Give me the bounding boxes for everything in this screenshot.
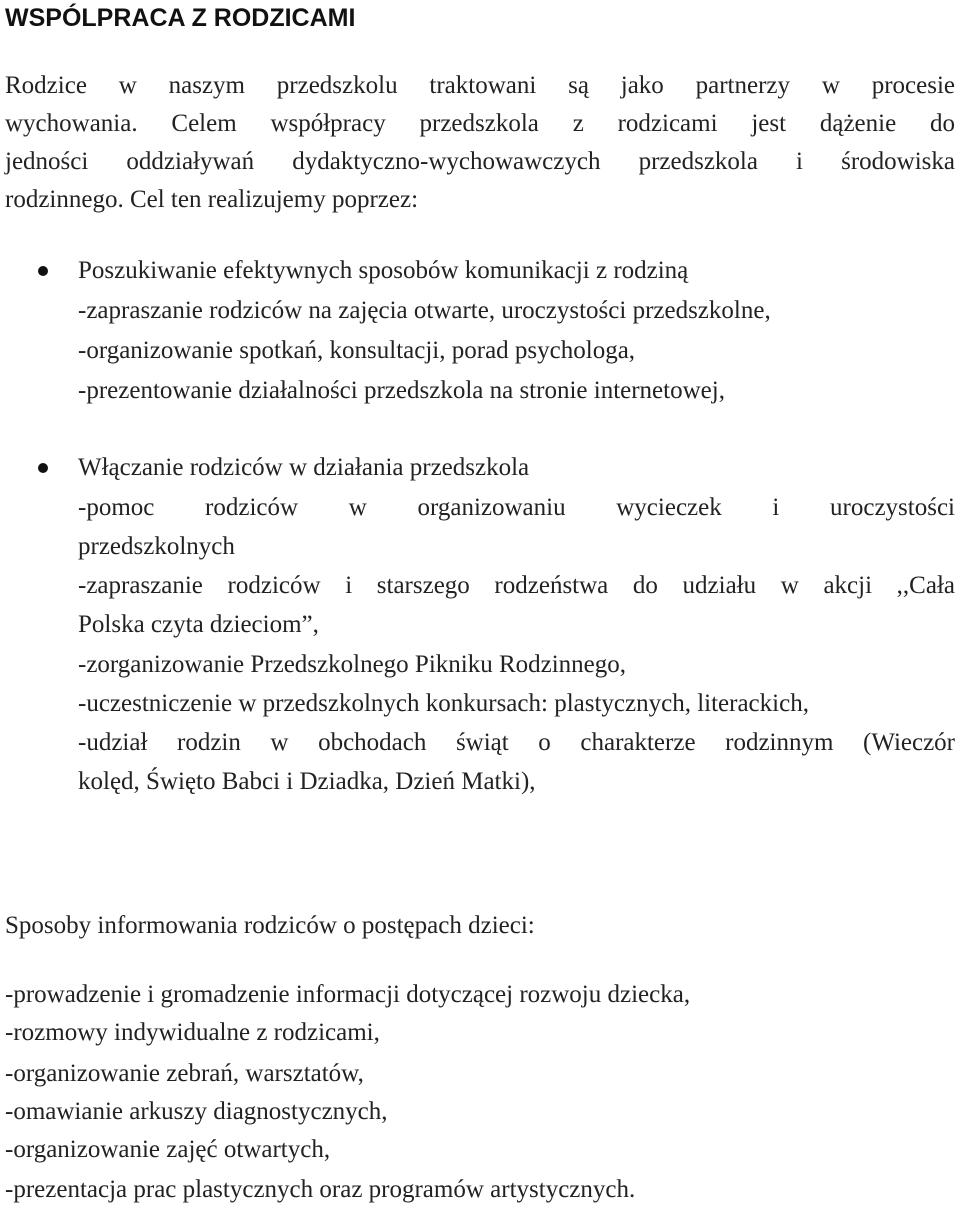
bullet2-line-6: -uczestniczenie w przedszkolnych konkursach: plastycznych, literackich,: [78, 690, 809, 717]
bullet1-item-1: -zapraszanie rodziców na zajęcia otwarte, uroczystości przedszkolne,: [78, 297, 771, 324]
section2-item-3: -organizowanie zebrań, warsztatów,: [5, 1060, 364, 1087]
bullet2-line-2: przedszkolnych: [78, 533, 235, 560]
section2-item-6: -prezentacja prac plastycznych oraz programów artystycznych.: [5, 1176, 636, 1203]
intro-line-2: wychowania. Celem współpracy przedszkola z rodzicami jest dążenie do: [5, 110, 955, 137]
bullet-icon: [38, 463, 48, 473]
bullet2-line-8: kolęd, Święto Babci i Dziadka, Dzień Matki),: [78, 768, 536, 795]
bullet1-item-3: -prezentowanie działalności przedszkola na stronie internetowej,: [78, 377, 725, 404]
bullet1-heading: Poszukiwanie efektywnych sposobów komunikacji z rodziną: [78, 257, 689, 284]
bullet1-item-2: -organizowanie spotkań, konsultacji, porad psychologa,: [78, 337, 636, 364]
section2-item-2: -rozmowy indywidualne z rodzicami,: [5, 1019, 380, 1046]
section2-item-4: -omawianie arkuszy diagnostycznych,: [5, 1098, 388, 1125]
bullet2-line-4: Polska czyta dzieciom”,: [78, 611, 319, 638]
bullet-icon: [38, 266, 48, 276]
bullet2-line-1: -pomoc rodziców w organizowaniu wycieczek i uroczystości: [78, 494, 955, 521]
bullet2-line-3: -zapraszanie rodziców i starszego rodzeństwa do udziału w akcji ,,Cała: [78, 572, 955, 599]
section2-item-5: -organizowanie zajęć otwartych,: [5, 1136, 331, 1163]
bullet2-heading: Włączanie rodziców w działania przedszkola: [78, 454, 530, 481]
intro-line-3: jedności oddziaływań dydaktyczno-wychowawczych przedszkola i środowiska: [5, 148, 955, 175]
intro-line-1: Rodzice w naszym przedszkolu traktowani są jako partnerzy w procesie: [5, 72, 955, 99]
section2-item-1: -prowadzenie i gromadzenie informacji dotyczącej rozwoju dziecka,: [5, 981, 691, 1008]
bullet2-line-7: -udział rodzin w obchodach świąt o charakterze rodzinnym (Wieczór: [78, 729, 955, 756]
bullet2-line-5: -zorganizowanie Przedszkolnego Pikniku Rodzinnego,: [78, 651, 627, 678]
page-title: WSPÓLPRACA Z RODZICAMI: [5, 4, 356, 32]
section2-heading: Sposoby informowania rodziców o postępach dzieci:: [5, 912, 535, 939]
intro-line-4: rodzinnego. Cel ten realizujemy poprzez:: [5, 186, 419, 213]
